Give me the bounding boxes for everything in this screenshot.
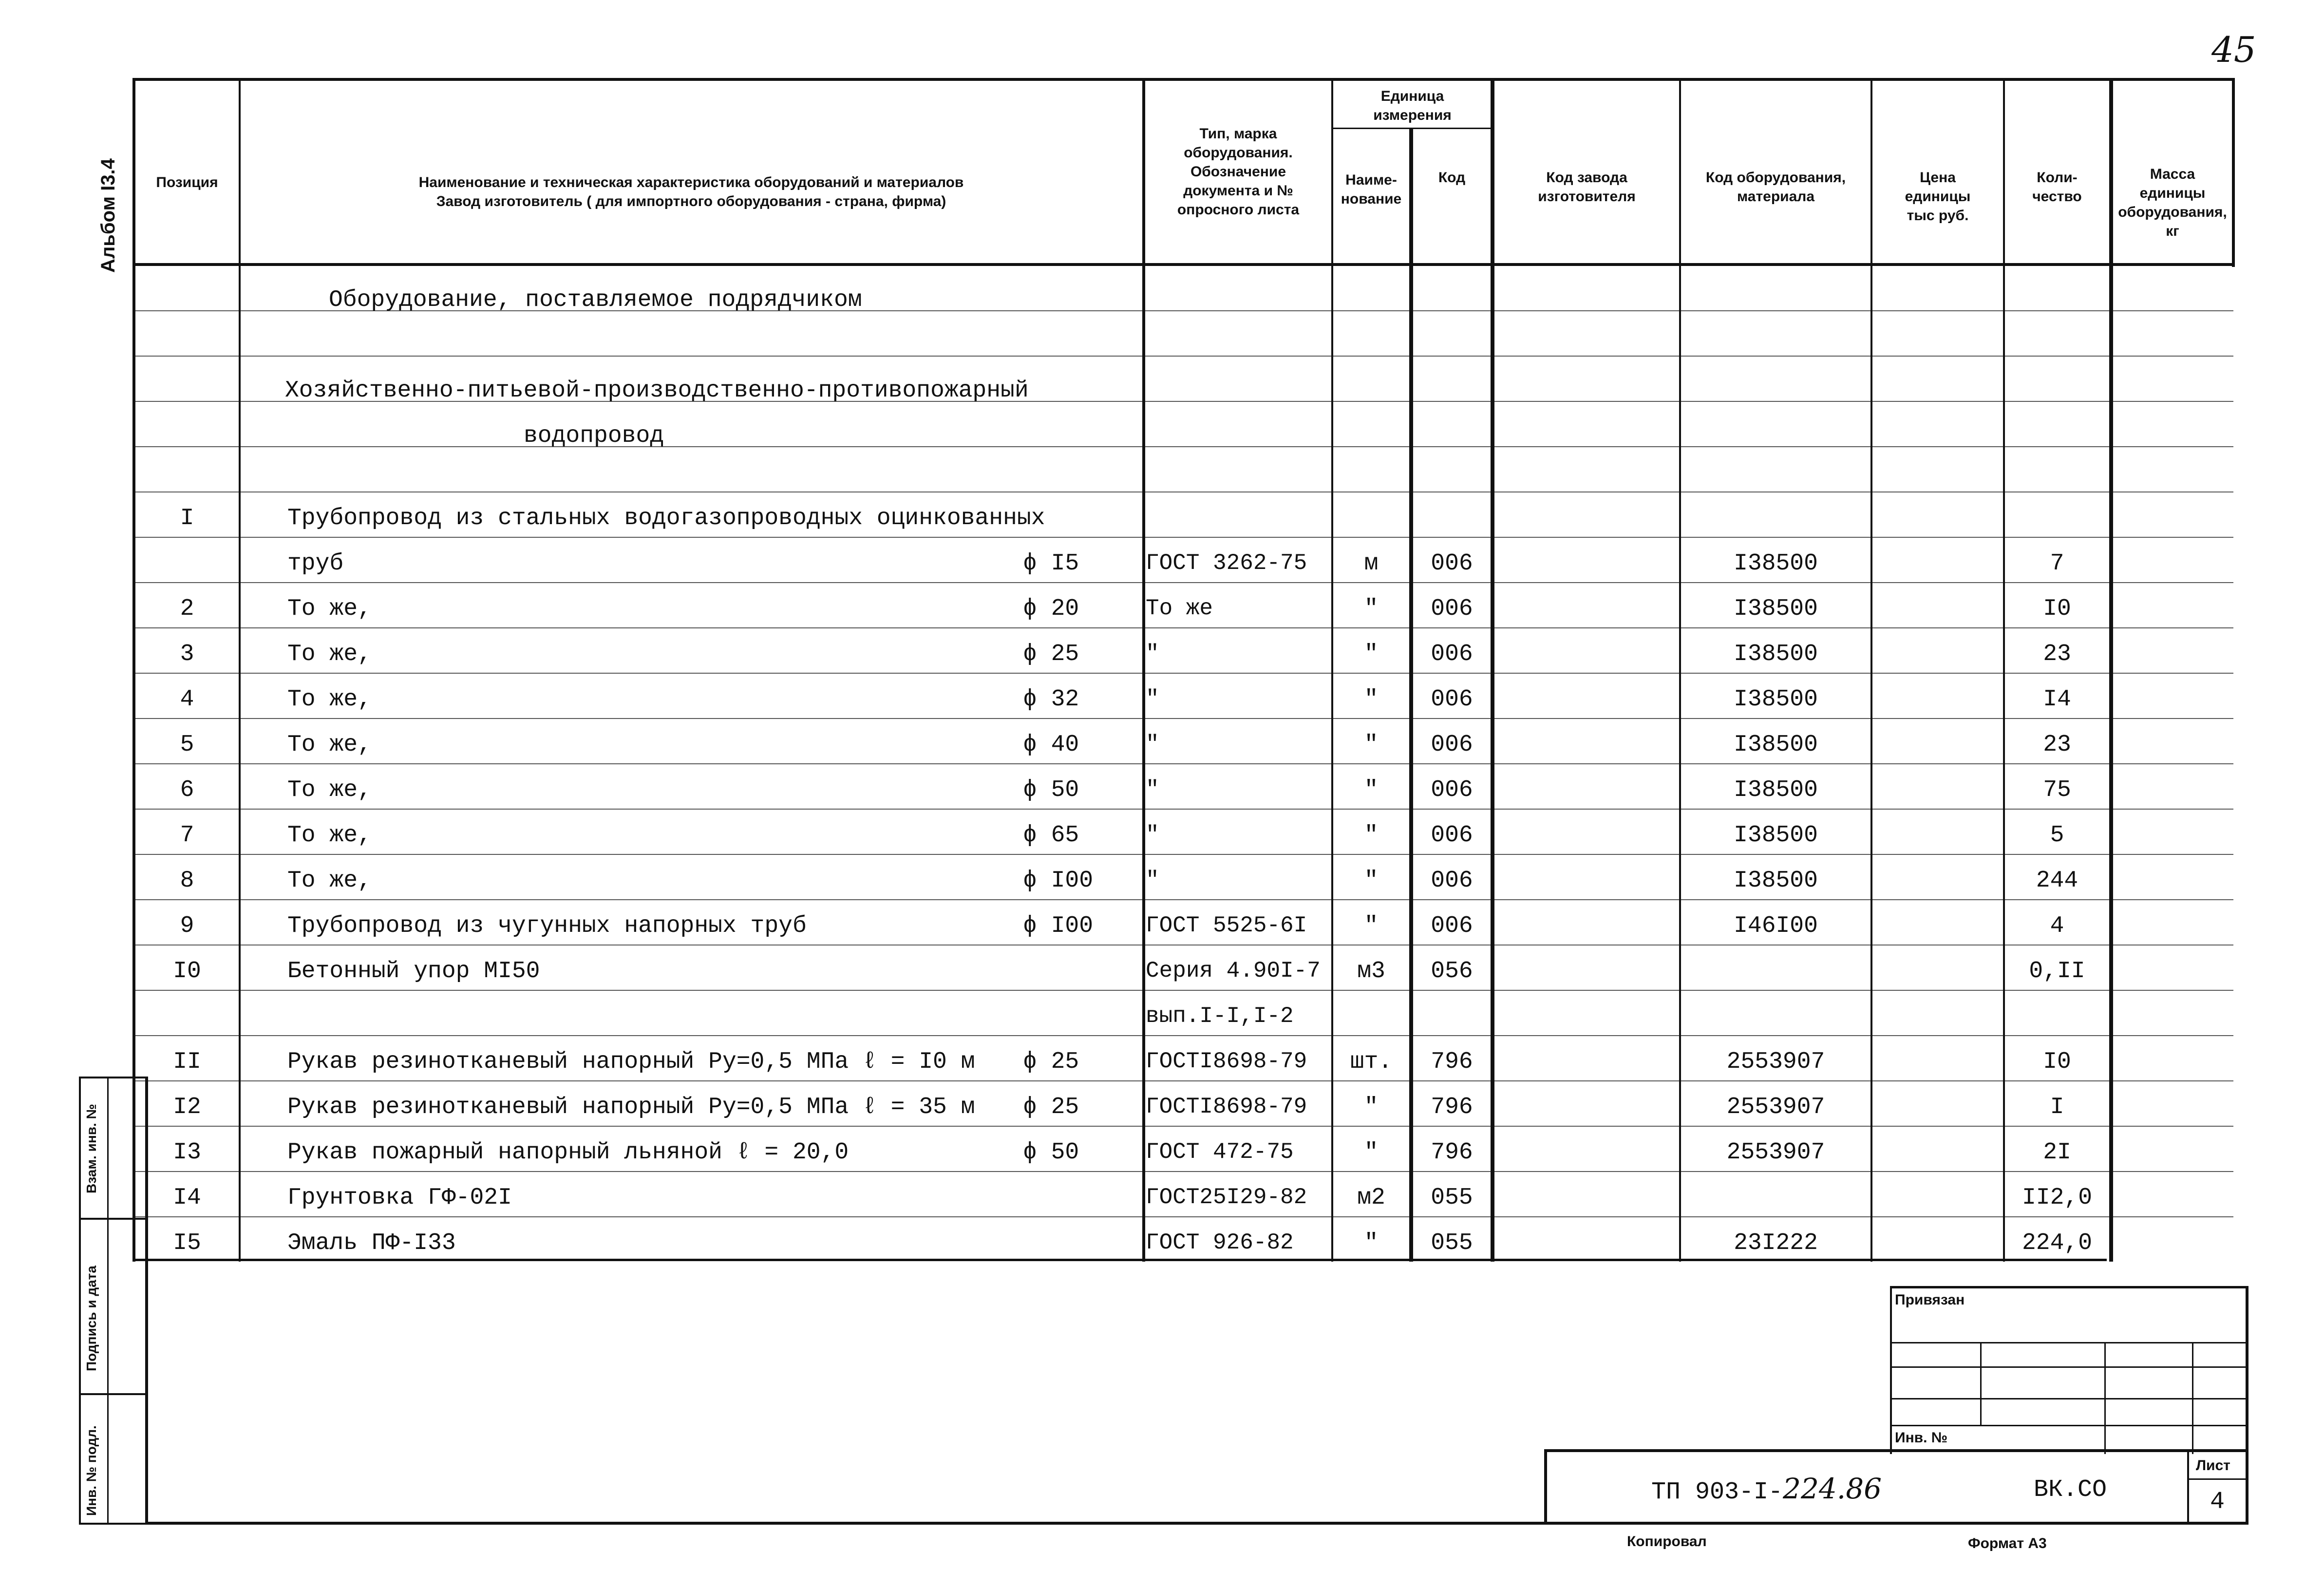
row-qty: I0 xyxy=(2043,1049,2071,1075)
row-type: ГОСТI8698-79 xyxy=(1146,1050,1307,1073)
row-equip-code: I38500 xyxy=(1734,686,1818,713)
row-name: Эмаль ПФ-I33 xyxy=(287,1230,456,1256)
doc-code-prefix: ТП 903-I- xyxy=(1651,1478,1783,1506)
row-equip-code: 2553907 xyxy=(1726,1139,1825,1166)
row-name: То же, xyxy=(287,732,372,758)
row-position: 5 xyxy=(180,732,194,758)
row-diameter: ϕ I00 xyxy=(1023,913,1094,939)
row-unit-code: 796 xyxy=(1431,1139,1473,1166)
header-mass: Масса единицы оборудования, кг xyxy=(2118,166,2227,239)
header-unit-code: Код xyxy=(1438,170,1466,186)
row-unit: " xyxy=(1364,822,1379,849)
row-unit-code: 055 xyxy=(1431,1185,1473,1211)
row-name: Рукав резинотканевый напорный Ру=0,5 МПа ℓ = 35 м xyxy=(287,1094,975,1120)
row-equip-code: I38500 xyxy=(1734,550,1818,577)
row-unit: " xyxy=(1364,777,1379,803)
row-type: ГОСТI8698-79 xyxy=(1146,1096,1307,1118)
format-label: Формат А3 xyxy=(1968,1535,2047,1551)
doc-code-number: 224.86 xyxy=(1783,1472,1882,1505)
row-qty: 75 xyxy=(2043,777,2071,803)
row-unit-code: 006 xyxy=(1431,686,1473,713)
row-type: ГОСТ25I29-82 xyxy=(1146,1186,1307,1209)
row-equip-code: 2553907 xyxy=(1726,1049,1825,1075)
row-name: То же, xyxy=(287,777,372,803)
row-type: " xyxy=(1146,869,1159,891)
header-unit-group: Единица измерения xyxy=(1373,88,1452,123)
copied-label: Копировал xyxy=(1627,1533,1707,1550)
row-unit-code: 006 xyxy=(1431,822,1473,849)
row-name: труб xyxy=(287,550,344,577)
row-unit: шт. xyxy=(1350,1049,1393,1075)
sheet-label: Лист xyxy=(2196,1457,2230,1474)
header-factory-code: Код завода изготовителя xyxy=(1538,170,1636,205)
inv-no-label: Инв. № xyxy=(1895,1430,1948,1446)
row-type: " xyxy=(1146,824,1159,846)
row-diameter: ϕ 20 xyxy=(1023,596,1079,622)
row-position: 8 xyxy=(180,868,194,894)
row-unit-code: 006 xyxy=(1431,868,1473,894)
row-name: Бетонный упор МI50 xyxy=(287,958,540,984)
subsection-title-line1: Хозяйственно-питьевой-производственно-противопожарный xyxy=(285,378,1029,404)
row-name: То же, xyxy=(287,868,372,894)
row-diameter: ϕ 25 xyxy=(1023,1049,1079,1075)
row-name: Трубопровод из чугунных напорных труб xyxy=(287,913,807,939)
row-unit: " xyxy=(1364,686,1379,713)
row-position: 6 xyxy=(180,777,194,803)
header-type: Тип, марка оборудования. Обозначение документа и № опросного листа xyxy=(1177,126,1300,218)
row-name: То же, xyxy=(287,596,372,622)
header-name: Наименование и техническая характеристика оборудований и материалов Завод изготовитель ( для импортного оборудования - страна, фирма) xyxy=(418,174,964,209)
header-unit-name: Наиме- нование xyxy=(1341,172,1402,207)
row-qty: I4 xyxy=(2043,686,2071,713)
row-equip-code: I38500 xyxy=(1734,596,1818,622)
row-unit: " xyxy=(1364,732,1379,758)
header-price: Цена единицы тыс руб. xyxy=(1905,170,1971,224)
row-unit: м3 xyxy=(1357,958,1385,984)
row-unit-code: 006 xyxy=(1431,777,1473,803)
row-position: 9 xyxy=(180,913,194,939)
row-qty: 0,II xyxy=(2029,958,2085,984)
row-qty: 23 xyxy=(2043,732,2071,758)
row-unit-code: 006 xyxy=(1431,550,1473,577)
row-type: " xyxy=(1146,778,1159,801)
row-qty: 23 xyxy=(2043,641,2071,667)
page-number: 45 xyxy=(2211,29,2256,70)
row-equip-code: I46I00 xyxy=(1734,913,1818,939)
row-name: То же, xyxy=(287,641,372,667)
row-equip-code: 23I222 xyxy=(1734,1230,1818,1256)
row-type: ГОСТ 5525-6I xyxy=(1146,914,1307,937)
row-unit: м xyxy=(1364,550,1379,577)
row-equip-code: 2553907 xyxy=(1726,1094,1825,1120)
row-qty: 224,0 xyxy=(2022,1230,2093,1256)
row-type: ГОСТ 472-75 xyxy=(1146,1141,1294,1163)
privyazan-label: Привязан xyxy=(1895,1292,1965,1308)
row-qty: 2I xyxy=(2043,1139,2071,1166)
section-title: Оборудование, поставляемое подрядчиком xyxy=(329,287,862,313)
row-position: 7 xyxy=(180,822,194,849)
row-unit: " xyxy=(1364,1230,1379,1256)
row-position: I4 xyxy=(173,1185,201,1211)
row-diameter: ϕ 50 xyxy=(1023,1139,1079,1166)
row-qty: I xyxy=(2050,1094,2064,1120)
row-unit: " xyxy=(1364,1139,1379,1166)
row-unit-code: 055 xyxy=(1431,1230,1473,1256)
row-type: Серия 4.90I-7 xyxy=(1146,960,1321,982)
row-type: ГОСТ 3262-75 xyxy=(1146,552,1307,574)
row-unit-code: 006 xyxy=(1431,641,1473,667)
row-type: " xyxy=(1146,688,1159,710)
row-diameter: ϕ 25 xyxy=(1023,1094,1079,1120)
row-qty: I0 xyxy=(2043,596,2071,622)
row-diameter: ϕ 65 xyxy=(1023,822,1079,849)
row-type: То же xyxy=(1146,597,1213,620)
row-equip-code: I38500 xyxy=(1734,868,1818,894)
row-type: вып.I-I,I-2 xyxy=(1146,1005,1294,1027)
header-position: Позиция xyxy=(156,174,218,190)
row-unit: " xyxy=(1364,913,1379,939)
row-equip-code: I38500 xyxy=(1734,777,1818,803)
row-unit: " xyxy=(1364,868,1379,894)
row-unit-code: 796 xyxy=(1431,1049,1473,1075)
row-diameter: ϕ I5 xyxy=(1023,550,1079,577)
row-name: Рукав пожарный напорный льняной ℓ = 20,0 xyxy=(287,1139,849,1166)
row-name: Грунтовка ГФ-02I xyxy=(287,1185,512,1211)
row-diameter: ϕ 25 xyxy=(1023,641,1079,667)
row-position: I5 xyxy=(173,1230,201,1256)
row-name: То же, xyxy=(287,686,372,713)
row-unit: " xyxy=(1364,596,1379,622)
row-qty: 7 xyxy=(2050,550,2064,577)
row-unit-code: 056 xyxy=(1431,958,1473,984)
doc-code xyxy=(1651,1472,1882,1506)
row-equip-code: I38500 xyxy=(1734,732,1818,758)
header-equip-code: Код оборудования, материала xyxy=(1705,170,1846,205)
sheet-number: 4 xyxy=(2210,1488,2225,1516)
row-unit: м2 xyxy=(1357,1185,1385,1211)
stamp-vzam-label: Взам. инв. № xyxy=(84,1104,99,1193)
row-position: 4 xyxy=(180,686,194,713)
row-type: " xyxy=(1146,733,1159,756)
row-type: " xyxy=(1146,643,1159,665)
row-unit-code: 796 xyxy=(1431,1094,1473,1120)
row-position: I xyxy=(180,505,194,531)
row-name: То же, xyxy=(287,822,372,849)
row-position: I2 xyxy=(173,1094,201,1120)
header-qty: Коли- чество xyxy=(2032,170,2082,205)
row-qty: II2,0 xyxy=(2022,1185,2093,1211)
sheet-code: ВК.СО xyxy=(2034,1476,2107,1504)
row-unit-code: 006 xyxy=(1431,732,1473,758)
row-equip-code: I38500 xyxy=(1734,641,1818,667)
row-position: 2 xyxy=(180,596,194,622)
row-qty: 4 xyxy=(2050,913,2064,939)
row-name: Трубопровод из стальных водогазопроводных оцинкованных xyxy=(287,505,1045,531)
row-equip-code: I38500 xyxy=(1734,822,1818,849)
row-unit-code: 006 xyxy=(1431,913,1473,939)
row-position: 3 xyxy=(180,641,194,667)
row-type: ГОСТ 926-82 xyxy=(1146,1231,1294,1254)
subsection-title-line2: водопровод xyxy=(524,423,664,449)
stamp-inv-podl-label: Инв. № подл. xyxy=(84,1425,99,1516)
row-position: II xyxy=(173,1049,201,1075)
row-position: I3 xyxy=(173,1139,201,1166)
row-diameter: ϕ 40 xyxy=(1023,732,1079,758)
row-diameter: ϕ 50 xyxy=(1023,777,1079,803)
row-name: Рукав резинотканевый напорный Ру=0,5 МПа ℓ = I0 м xyxy=(287,1049,975,1075)
row-position: I0 xyxy=(173,958,201,984)
row-unit: " xyxy=(1364,641,1379,667)
row-unit: " xyxy=(1364,1094,1379,1120)
row-unit-code: 006 xyxy=(1431,596,1473,622)
row-qty: 244 xyxy=(2036,868,2078,894)
album-label: Альбом I3.4 xyxy=(97,158,119,273)
stamp-podpis-label: Подпись и дата xyxy=(84,1266,99,1371)
row-diameter: ϕ 32 xyxy=(1023,686,1079,713)
row-qty: 5 xyxy=(2050,822,2064,849)
row-diameter: ϕ I00 xyxy=(1023,868,1094,894)
